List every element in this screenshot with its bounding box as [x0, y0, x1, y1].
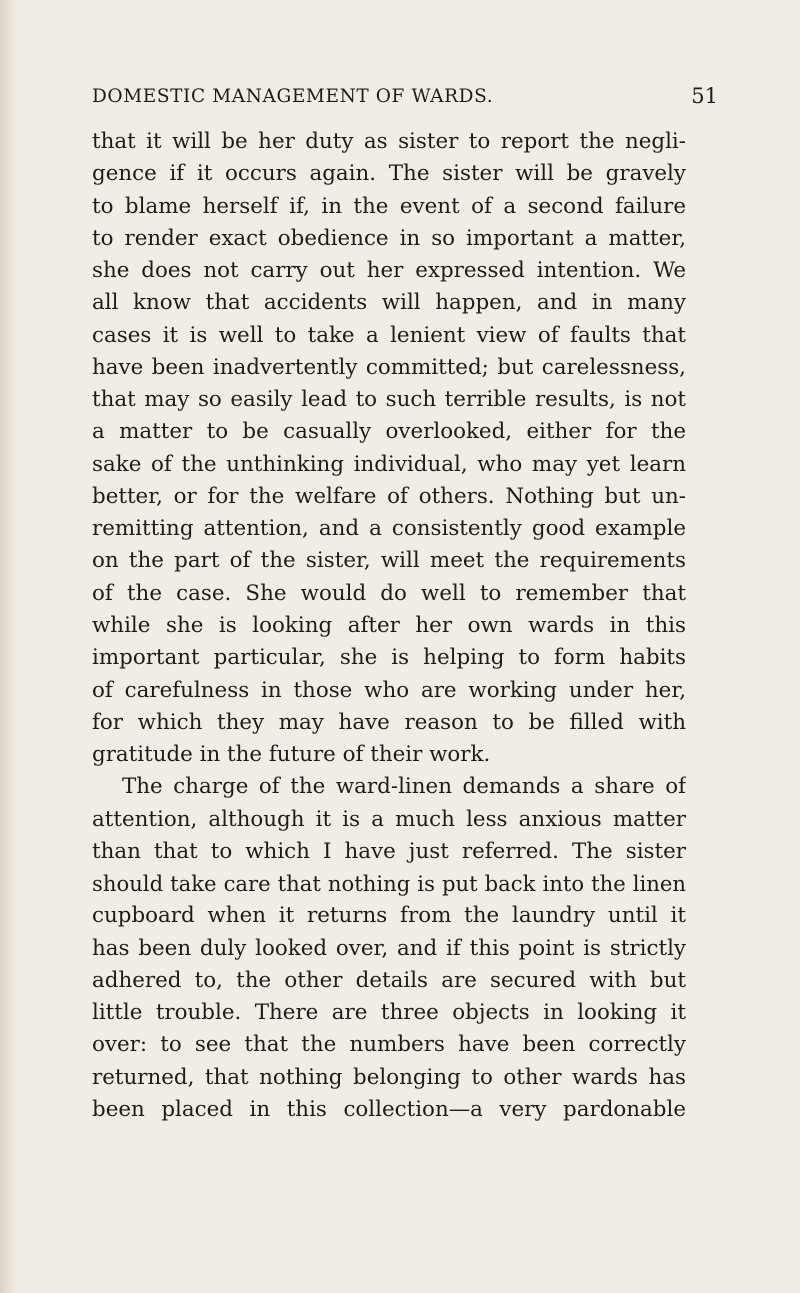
text-line: than that to which I have just referred. The sister	[92, 838, 686, 864]
text-line: she does not carry out her expressed intention. We	[92, 258, 686, 284]
text-line: that it will be her duty as sister to report the negli-	[92, 129, 686, 154]
text-line: while she is looking after her own wards in this	[92, 612, 686, 638]
text-line: to render exact obedience in so important a matter,	[92, 225, 686, 251]
text-line: should take care that nothing is put back into the linen	[92, 871, 686, 897]
page-number: 51	[691, 84, 718, 108]
text-line: of carefulness in those who are working under her,	[92, 677, 686, 703]
text-line: sake of the unthinking individual, who may yet learn	[92, 451, 686, 477]
text-line: has been duly looked over, and if this point is strictly	[92, 935, 686, 961]
text-line: a matter to be casually overlooked, either for the	[92, 419, 686, 445]
body-text	[92, 126, 686, 1126]
text-line: cases it is well to take a lenient view of faults that	[92, 322, 686, 348]
text-line: of the case. She would do well to remember that	[92, 580, 686, 606]
text-line: adhered to, the other details are secured with but	[92, 967, 686, 993]
text-line: important particular, she is helping to form habits	[92, 645, 686, 671]
text-line: have been inadvertently committed; but carelessness,	[92, 354, 686, 380]
text-line: on the part of the sister, will meet the requirements	[92, 548, 686, 574]
text-line: that may so easily lead to such terrible results, is not	[92, 387, 686, 413]
text-line: been placed in this collection—a very pardonable	[92, 1096, 686, 1122]
text-line: returned, that nothing belonging to other wards has	[92, 1064, 686, 1090]
text-line: better, or for the welfare of others. Nothing but un-	[92, 483, 686, 509]
text-line: cupboard when it returns from the laundry until it	[92, 903, 686, 929]
page-gutter-shadow	[0, 0, 18, 1293]
text-line: all know that accidents will happen, and in many	[92, 290, 686, 316]
page-header	[92, 84, 718, 112]
text-line: for which they may have reason to be filled with	[92, 709, 686, 735]
running-head: DOMESTIC MANAGEMENT OF WARDS.	[92, 86, 494, 107]
text-line: to blame herself if, in the event of a second failure	[92, 193, 686, 219]
text-line: gence if it occurs again. The sister will be gravely	[92, 161, 686, 187]
text-line: attention, although it is a much less anxious matter	[92, 806, 686, 832]
text-line: The charge of the ward-linen demands a share of	[122, 774, 686, 800]
text-line: little trouble. There are three objects in looking it	[92, 1000, 686, 1026]
text-line: over: to see that the numbers have been correctly	[92, 1032, 686, 1058]
text-line: gratitude in the future of their work.	[92, 742, 491, 768]
text-line: remitting attention, and a consistently good example	[92, 516, 686, 542]
